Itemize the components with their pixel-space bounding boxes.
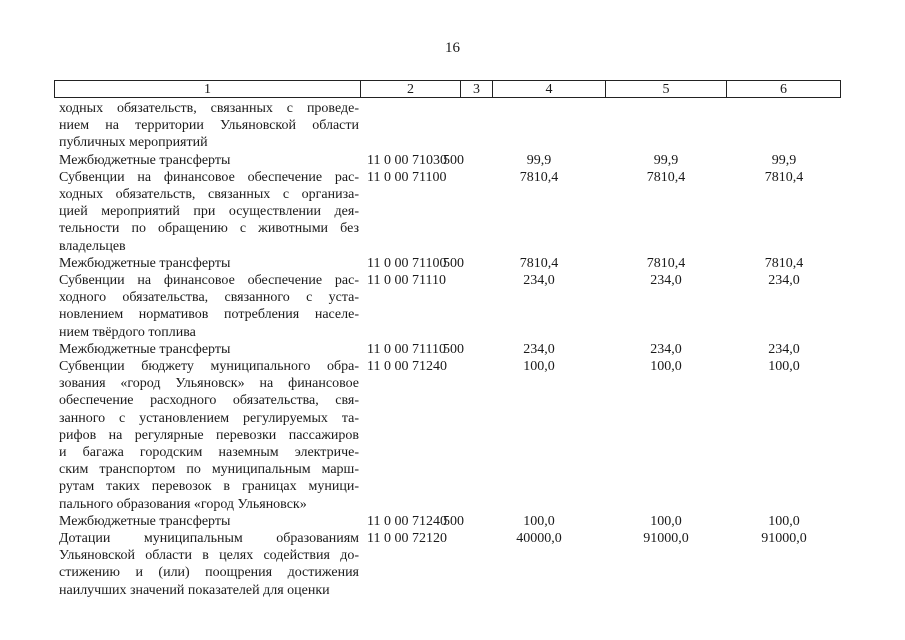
description-line: Субвенции на финансовое обеспечение рас- bbox=[59, 169, 359, 185]
description-line: ходных обязательств, связанных с проведе- bbox=[59, 101, 359, 116]
row-description bbox=[59, 513, 359, 530]
target-item-code: 11 0 00 71100 bbox=[367, 169, 447, 185]
description-line: нием на территории Ульяновской области bbox=[59, 118, 359, 134]
value-col-4: 100,0 bbox=[523, 513, 555, 529]
description-line: и багажа городским наземным электриче- bbox=[59, 445, 359, 461]
value-col-6: 234,0 bbox=[768, 273, 800, 288]
value-col-5: 7810,4 bbox=[646, 169, 686, 185]
expense-type-code: 500 bbox=[443, 152, 464, 168]
description-line: пального образования «город Ульяновск» bbox=[59, 496, 307, 512]
target-item-code: 11 0 00 71030 bbox=[367, 152, 447, 168]
description-line: Межбюджетные трансферты bbox=[59, 513, 231, 529]
description-line: публичных мероприятий bbox=[59, 135, 208, 151]
description-line: Субвенции на финансовое обеспечение рас- bbox=[59, 273, 359, 288]
value-col-5: 234,0 bbox=[650, 273, 682, 288]
value-col-6: 100,0 bbox=[768, 359, 800, 374]
description-line: наилучших значений показателей для оценки bbox=[59, 582, 330, 598]
target-item-code: 11 0 00 71110 bbox=[367, 273, 446, 288]
value-col-5: 234,0 bbox=[650, 341, 682, 357]
description-line: нием твёрдого топлива bbox=[59, 324, 196, 340]
value-col-6: 99,9 bbox=[771, 152, 797, 168]
budget-table bbox=[54, 80, 841, 598]
value-col-4: 234,0 bbox=[523, 341, 555, 357]
description-line: Субвенции бюджету муниципального обра- bbox=[59, 359, 359, 374]
table-header bbox=[54, 80, 841, 98]
value-col-6: 7810,4 bbox=[764, 255, 804, 271]
description-line: Межбюджетные трансферты bbox=[59, 341, 231, 357]
expense-type-code: 500 bbox=[443, 341, 464, 357]
description-line: новлением нормативов потребления населе- bbox=[59, 307, 359, 323]
description-line: занного с установлением регулируемых та- bbox=[59, 410, 359, 426]
row-description bbox=[59, 152, 359, 169]
description-line: обеспечение расходного обязательства, свя- bbox=[59, 393, 359, 409]
description-line: рифов на регулярные перевозки пассажиров bbox=[59, 427, 359, 443]
value-col-4: 234,0 bbox=[523, 273, 555, 288]
row-description bbox=[59, 169, 359, 255]
row-description bbox=[59, 358, 359, 513]
target-item-code: 11 0 00 71100 bbox=[367, 255, 447, 271]
value-col-6: 234,0 bbox=[768, 341, 800, 357]
value-col-4: 40000,0 bbox=[516, 531, 562, 546]
value-col-4: 100,0 bbox=[523, 359, 555, 374]
page-number: 16 bbox=[445, 40, 460, 56]
description-line: цией мероприятий при осуществлении дея- bbox=[59, 204, 359, 220]
target-item-code: 11 0 00 72120 bbox=[367, 531, 447, 546]
target-item-code: 11 0 00 71240 bbox=[367, 359, 447, 374]
header-col-2: 2 bbox=[360, 81, 460, 97]
value-col-6: 100,0 bbox=[768, 513, 800, 529]
row-description bbox=[59, 100, 359, 152]
value-col-5: 99,9 bbox=[653, 152, 679, 168]
row-description bbox=[59, 530, 359, 599]
header-col-4: 4 bbox=[492, 81, 605, 97]
description-line: Межбюджетные трансферты bbox=[59, 152, 231, 168]
value-col-5: 7810,4 bbox=[646, 255, 686, 271]
description-line: ским транспортом по муниципальным марш- bbox=[59, 462, 359, 478]
value-col-4: 7810,4 bbox=[519, 255, 559, 271]
value-col-4: 99,9 bbox=[526, 152, 552, 168]
expense-type-code: 500 bbox=[443, 513, 464, 529]
header-col-3: 3 bbox=[460, 81, 492, 97]
value-col-6: 7810,4 bbox=[764, 169, 804, 185]
value-col-5: 100,0 bbox=[650, 359, 682, 374]
expense-type-code: 500 bbox=[443, 255, 464, 271]
header-col-5: 5 bbox=[605, 81, 726, 97]
description-line: Межбюджетные трансферты bbox=[59, 255, 231, 271]
row-description bbox=[59, 272, 359, 341]
description-line: Ульяновской области в целях содействия до- bbox=[59, 548, 359, 564]
description-line: тельности по обращению с животными без bbox=[59, 221, 359, 237]
row-description bbox=[59, 255, 359, 272]
value-col-5: 100,0 bbox=[650, 513, 682, 529]
description-line: рутам таких перевозок в границах муници- bbox=[59, 479, 359, 495]
description-line: Дотации муниципальным образованиям bbox=[59, 531, 359, 546]
row-description bbox=[59, 341, 359, 358]
value-col-6: 91000,0 bbox=[761, 531, 807, 546]
header-col-1: 1 bbox=[204, 82, 211, 97]
description-line: стижению и (или) поощрения достижения bbox=[59, 565, 359, 581]
value-col-5: 91000,0 bbox=[643, 531, 689, 546]
description-line: ходных обязательств, связанных с организа- bbox=[59, 187, 359, 202]
target-item-code: 11 0 00 71240 bbox=[367, 513, 447, 529]
target-item-code: 11 0 00 71110 bbox=[367, 341, 446, 357]
description-line: зования «город Ульяновск» на финансовое bbox=[59, 376, 359, 392]
description-line: ходного обязательства, связанного с уста- bbox=[59, 290, 359, 306]
description-line: владельцев bbox=[59, 238, 126, 254]
header-col-6: 6 bbox=[726, 81, 840, 97]
value-col-4: 7810,4 bbox=[519, 169, 559, 185]
